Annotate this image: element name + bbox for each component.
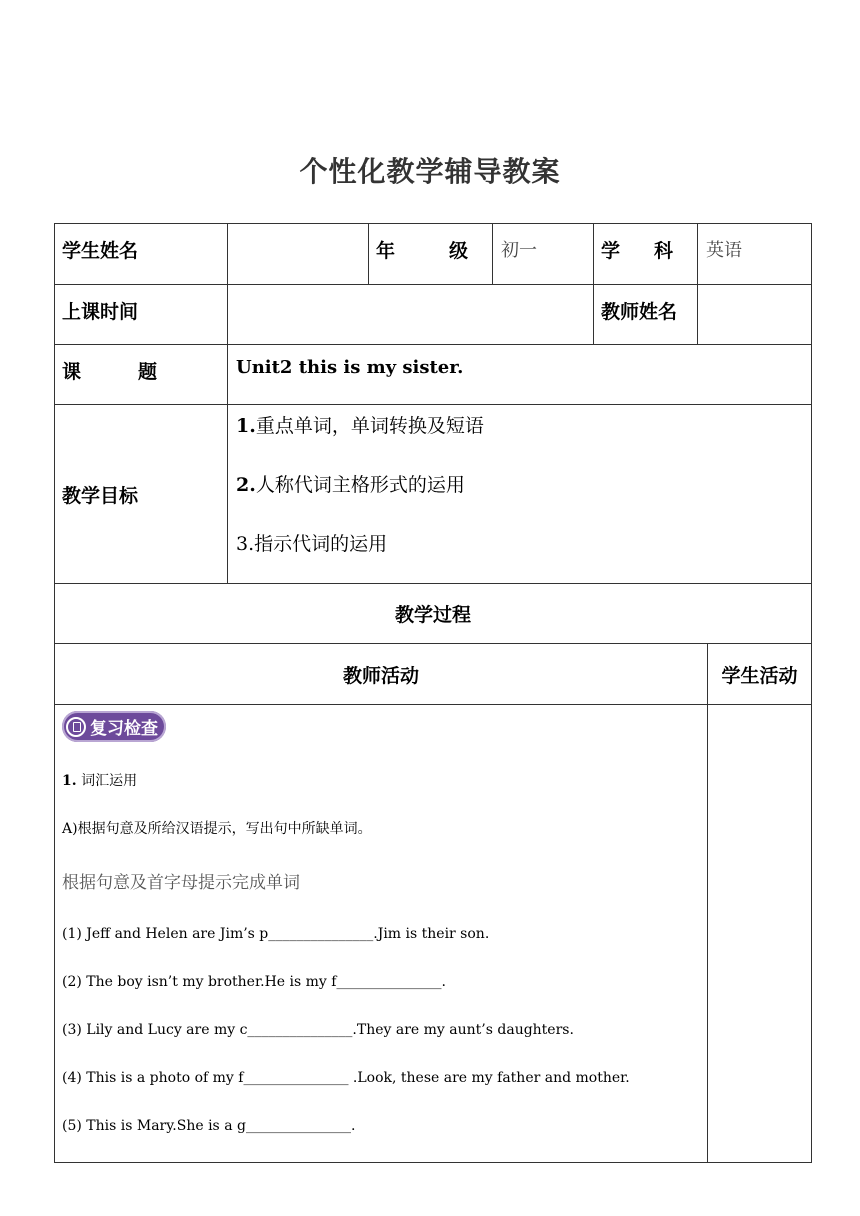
subject-label-b: 科 [653, 240, 673, 262]
student-activity-content [708, 705, 812, 1163]
teacher-name-label: 教师姓名 [594, 285, 698, 345]
process-content-row [55, 705, 812, 1163]
question-item: (5) This is Mary.She is a g_______________. [62, 1118, 356, 1134]
goal-number: 2. [236, 474, 256, 496]
goal-item [236, 533, 811, 555]
question-item: (1) Jeff and Helen are Jim’s p_______________.Jim is their son. [62, 926, 490, 942]
review-badge-label: 复习检查 [90, 719, 158, 739]
goal-item [236, 415, 811, 437]
topic-label [55, 345, 228, 405]
goals-list [228, 405, 812, 584]
teacher-activity-content [55, 705, 708, 1163]
grade-label-b: 级 [448, 240, 468, 262]
topic-value: Unit2 this is my sister. [228, 345, 812, 405]
process-heading-row [55, 584, 812, 644]
section-heading [62, 770, 699, 790]
goal-item [236, 474, 811, 496]
student-activity-header: 学生活动 [708, 644, 812, 705]
teacher-name-value [698, 285, 812, 345]
info-row-2 [55, 285, 812, 345]
topic-row [55, 345, 812, 405]
grade-value: 初一 [493, 224, 594, 285]
subject-label [594, 224, 698, 285]
student-name-value [228, 224, 369, 285]
class-time-label: 上课时间 [55, 285, 228, 345]
question-item: (3) Lily and Lucy are my c_______________.They are my aunt’s daughters. [62, 1022, 574, 1038]
process-heading: 教学过程 [55, 584, 812, 644]
info-row-1 [55, 224, 812, 285]
teacher-activity-header: 教师活动 [55, 644, 708, 705]
grade-label-a: 年 [376, 240, 396, 262]
section-number: 1. [62, 773, 77, 789]
student-name-label: 学生姓名 [55, 224, 228, 285]
process-columns-row [55, 644, 812, 705]
subject-label-a: 学 [601, 240, 621, 262]
instruction: A)根据句意及所给汉语提示，写出句中所缺单词。 [62, 821, 372, 837]
goals-label: 教学目标 [55, 405, 228, 584]
page-title: 个性化教学辅导教案 [299, 155, 561, 188]
section-title: 词汇运用 [81, 773, 138, 789]
goal-text: 重点单词，单词转换及短语 [255, 415, 484, 437]
goal-number: 1. [236, 415, 256, 437]
sub-instruction: 根据句意及首字母提示完成单词 [62, 873, 300, 893]
question-item: (2) The boy isn’t my brother.He is my f_______________. [62, 974, 446, 990]
class-time-value [228, 285, 594, 345]
goals-row [55, 405, 812, 584]
grade-label [369, 224, 493, 285]
topic-label-b: 题 [137, 361, 157, 383]
review-badge [62, 711, 166, 742]
clipboard-icon [66, 717, 86, 737]
question-item: (4) This is a photo of my f_______________ .Look, these are my father and mother. [62, 1070, 630, 1086]
topic-label-a: 课 [62, 361, 82, 383]
subject-value: 英语 [698, 224, 812, 285]
lesson-plan-table [54, 223, 812, 1163]
goal-number: 3. [236, 533, 255, 555]
goal-text: 人称代词主格形式的运用 [255, 474, 465, 496]
goal-text: 指示代词的运用 [254, 533, 388, 555]
